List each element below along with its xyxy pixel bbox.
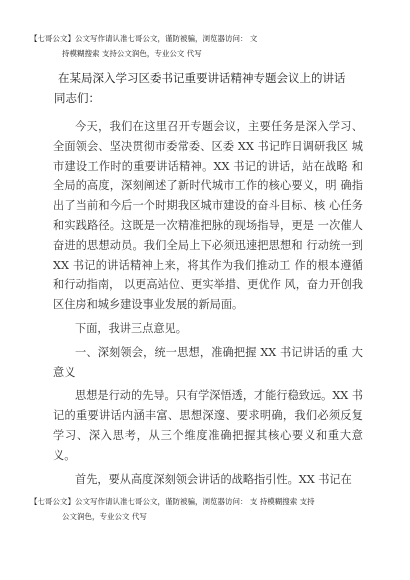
document-body — [53, 117, 363, 489]
section-heading-1: 一、深刻领会，统一思想，准确把握 XX 书记讲话的重 大意义 — [53, 345, 363, 379]
paragraph-section-1: 思想是行动的先导。只有学深悟透，才能行稳致远。XX 书记的重要讲话内涵丰富、思想深邃、要求明确，我们必须反复学习、深入思考，从三个维度准确把握其核心要义和重大意义。 — [53, 389, 363, 462]
paragraph-first-point: 首先，要从高度深刻领会讲话的战略指引性。XX 书记在 — [75, 472, 352, 486]
footer-line-2: 公文润色，专业公文 代写 — [62, 512, 147, 521]
page-header-watermark — [30, 31, 360, 61]
paragraph-transition: 下面，我讲三点意见。 — [75, 321, 187, 335]
header-line-2: 持模糊搜索 支持公文润色，专业公文 代写 — [62, 49, 202, 58]
paragraph-intro: 今天，我们在这里召开专题会议，主要任务是深入学习、全面领会、坚决贯彻市委常委、区委 XX 书记昨日调研我区 城市建设工作时的重要讲话精神。XX 书记的讲话，站在战略 和全局的高度，深刻阐述了新时代城市工作的核心要义，明 确指出了当前和今后一个时期我区城市建设的奋斗目标、核 心任务和实践路径。这既是一次精准把脉的现场指导，更是 一次催人奋进的思想动员。我们全局上下必须迅速把思想和 行动统一到 XX 书记的讲话精神上来，将其作为我们推动工 作的根本遵循和行动指南， 以更高站位、更实举措、更优作 风，奋力开创我区住房和城乡建设事业发展的新局面。 — [53, 120, 363, 312]
document-title — [54, 68, 358, 108]
title-line: 在某局深入学习区委书记重要讲话精神专题会议上的讲话 — [58, 71, 346, 85]
header-line-1: 【七哥公文】公文写作请认准七哥公文，谨防被骗，浏览器访问： 文 — [30, 34, 258, 43]
page-footer-watermark — [30, 494, 360, 524]
footer-line-1: 【七哥公文】公文写作请认准七哥公文，谨防被骗，浏览器访问： 支 持模糊搜索 支持 — [30, 497, 315, 506]
salutation: 同志们： — [54, 91, 100, 105]
